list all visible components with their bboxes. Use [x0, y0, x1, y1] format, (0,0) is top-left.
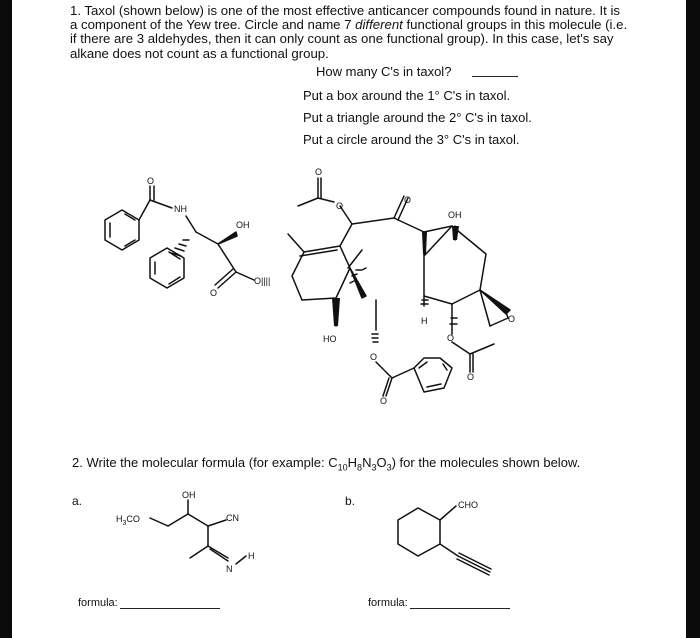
- benzoate-phenyl-ring: [414, 358, 452, 392]
- benzoate-carbonyl-oxygen-label: O: [380, 396, 388, 406]
- c10-acetate-oxygen-label: O: [336, 201, 344, 211]
- c2-benzoate-oxygen-label: O: [370, 352, 378, 362]
- taxol-structure: [105, 167, 515, 406]
- ester-carbonyl-oxygen-label: O: [210, 288, 218, 298]
- part-b-formula-answer-line[interactable]: [410, 608, 510, 609]
- secondary-carbon-question: Put a triangle around the 2° C's in taxol.: [303, 110, 532, 125]
- molecule-b-structure: [398, 500, 491, 575]
- benzoyl-oxygen-label: O: [147, 176, 155, 186]
- c4-acetate-carbonyl-oxygen-label: O: [467, 372, 475, 382]
- question-1-prompt: 1. Taxol (shown below) is one of the most effective anticancer compounds found in nature. It is a component of the Yew tree. Circle and name 7 different functional groups in this molecule (i.e. if there are 3 aldehydes, then it can only count as one functional group). In this case, let's say alkane does not count as a functional group.: [70, 3, 628, 61]
- c4-acetate-oxygen-label: O: [447, 333, 455, 343]
- part-a-formula-label: formula:: [78, 597, 118, 609]
- carbon-count-question: How many C's in taxol?: [316, 64, 452, 79]
- cyclohexane-ring: [398, 508, 440, 556]
- question-2-prompt: 2. Write the molecular formula (for example: $C_{10}H_8N_3O_3$) for the molecules shown below.: [72, 455, 581, 473]
- c1-ho-label: HO: [323, 334, 337, 344]
- c9-ketone-oxygen-label: O: [404, 195, 412, 205]
- methoxy-label: $H_3CO$: [116, 514, 140, 527]
- c3-hydrogen-label: H: [421, 316, 428, 326]
- part-a-label: a.: [72, 494, 83, 508]
- side-chain-oh-label: OH: [236, 220, 250, 230]
- imine-hydrogen-label: H: [248, 551, 255, 561]
- primary-carbon-question: Put a box around the 1° C's in taxol.: [303, 88, 511, 103]
- c13-ester-oxygen-label: O||||: [254, 276, 271, 286]
- imine-nitrogen-label: N: [226, 564, 233, 574]
- molecule-a-structure: [116, 490, 255, 574]
- c7-oh-label: OH: [448, 210, 462, 220]
- acetate-carbonyl-oxygen-label: O: [315, 167, 323, 177]
- a-ring: [292, 246, 350, 300]
- oxetane-oxygen-label: O: [508, 314, 516, 324]
- part-b-formula-label: formula:: [368, 597, 408, 609]
- molecule-a-oh-label: OH: [182, 490, 196, 500]
- part-b-label: b.: [345, 494, 356, 508]
- nitrile-label: CN: [226, 513, 239, 523]
- nh-label: NH: [174, 204, 187, 214]
- tertiary-carbon-question: Put a circle around the 3° C's in taxol.: [303, 132, 520, 147]
- aldehyde-label: CHO: [458, 500, 478, 510]
- part-a-formula-answer-line[interactable]: [120, 608, 220, 609]
